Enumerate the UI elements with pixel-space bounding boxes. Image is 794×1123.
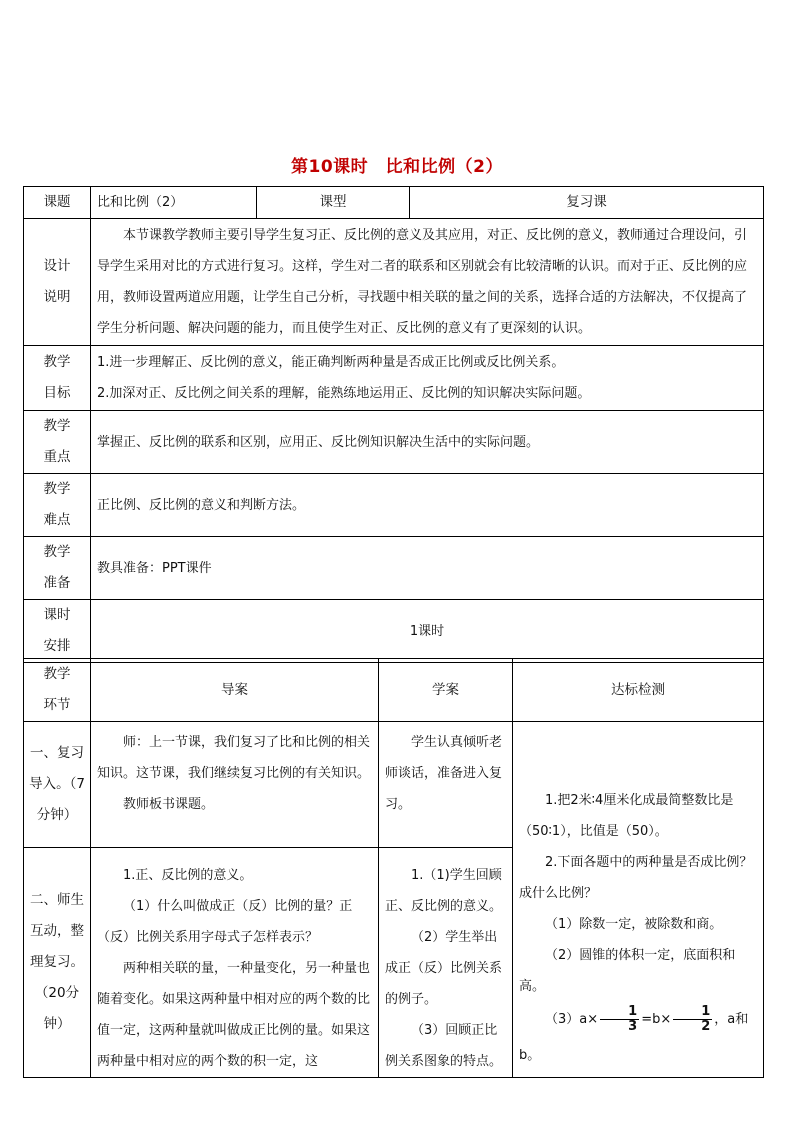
check-cell: [513, 722, 764, 1078]
stages-label: [24, 659, 91, 722]
check-q2a: （1）除数一定，被除数和商。: [545, 917, 723, 932]
stage2-study: [385, 848, 506, 1077]
difficulties-text: 正比例、反比例的意义和判断方法。: [91, 474, 764, 537]
design-label-text: 设计说明: [43, 258, 71, 305]
document-title: 第10课时 比和比例（2）: [291, 157, 503, 177]
stage1-study: [385, 722, 506, 820]
stage2-guide-p1: 1.正、反比例的意义。: [123, 868, 253, 883]
key-points-row: [24, 411, 764, 474]
stage2-guide-cell: [91, 848, 379, 1078]
stage1-guide-cell: [91, 722, 379, 848]
stage1-study-cell: [379, 722, 513, 848]
stages-header-row: [24, 659, 764, 722]
frac1-num: 1: [600, 1005, 639, 1020]
difficulties-label: [24, 474, 91, 537]
check-q1: 1.把2米∶4厘米化成最简整数比是（50∶1），比值是（50）。: [519, 793, 734, 839]
check-q2b: （2）圆锥的体积一定，底面积和高。: [519, 948, 736, 994]
stage2-study-p2: （2）学生举出成正（反）比例关系的例子。: [385, 930, 503, 1007]
stage2-study-p1: 1.（1)学生回顾正、反比例的意义。: [385, 868, 503, 914]
lesson-info-table: [23, 186, 764, 663]
stage1-guide-p1: 师：上一节课，我们复习了比和比例的相关知识。这节课，我们继续复习比例的有关知识。: [97, 735, 371, 781]
check-q2: 2.下面各题中的两种量是否成比例？成什么比例？: [519, 855, 753, 901]
design-text: 本节课教学教师主要引导学生复习正、反比例的意义及其应用，对正、反比例的意义，教师通过合理设问，引导学生采用对比的方式进行复习。这样，学生对二者的联系和区别就会有比较清晰的认识。而对于正、反比例的应用，教师设置两道应用题，让学生自己分析，寻找题中相关联的量之间的关系，选择合适的方法解决，不仅提高了学生分析问题、解决问题的能力，而且使学生对正、反比例的意义有了更深刻的认识。: [97, 228, 748, 336]
hours-label: [24, 600, 91, 663]
stage2-study-p3: （3）回顾正比例关系图象的特点。: [385, 1023, 503, 1069]
study-header: 学案: [379, 659, 513, 722]
hours-label-text: 课时安排: [43, 607, 71, 654]
preparation-label-text: 教学准备: [43, 544, 71, 591]
fraction-one-third: [600, 1005, 639, 1034]
stage1-guide-p2: 教师板书课题。: [123, 797, 215, 812]
goals-row: [24, 346, 764, 411]
design-row: [24, 219, 764, 346]
hours-row: [24, 600, 764, 663]
stage1-guide: [97, 722, 372, 820]
q2c-mid: =b×: [641, 1012, 672, 1027]
topic-label: 课题: [24, 187, 91, 219]
key-points-label-text: 教学重点: [43, 418, 71, 465]
goals-label-text: 教学目标: [43, 354, 71, 401]
key-points-text: 掌握正、反比例的联系和区别，应用正、反比例知识解决生活中的实际问题。: [91, 411, 764, 474]
type-label: 课型: [257, 187, 410, 219]
type-value: 复习课: [410, 187, 764, 219]
stage2-label-text: 二、师生互动，整理复习。（20分钟）: [30, 892, 84, 1032]
goal-item-2: 2.加深对正、反比例之间关系的理解，能熟练地运用正、反比例的知识解决实际问题。: [97, 386, 591, 401]
stage2-label: [24, 848, 91, 1078]
topic-value: 比和比例（2）: [91, 187, 257, 219]
preparation-label: [24, 537, 91, 600]
stage1-label: [24, 722, 91, 848]
frac2-den: 2: [701, 1019, 711, 1034]
frac2-num: 1: [673, 1005, 712, 1020]
fraction-one-half: [673, 1005, 712, 1034]
goals-cell: [91, 346, 764, 411]
stages-label-text: 教学环节: [43, 666, 71, 713]
stage1-study-p1: 学生认真倾听老师谈话，准备进入复习。: [385, 735, 503, 812]
design-label: [24, 219, 91, 346]
preparation-row: [24, 537, 764, 600]
topic-row: [24, 187, 764, 219]
goal-item-1: 1.进一步理解正、反比例的意义，能正确判断两种量是否成正比例或反比例关系。: [97, 355, 565, 370]
design-text-cell: [91, 219, 764, 346]
stage2-guide: [97, 848, 372, 1077]
guide-header: 导案: [91, 659, 379, 722]
stage1-label-text: 一、复习导入。（7分钟）: [29, 745, 85, 823]
difficulties-label-text: 教学难点: [43, 481, 71, 528]
check-content: [519, 785, 757, 1074]
stage2-study-cell: [379, 848, 513, 1078]
stage2-guide-p3: 两种相关联的量，一种量变化，另一种量也随着变化。如果这两种量中相对应的两个数的比值一定，这两种量就叫做成正比例的量。如果这两种量中相对应的两个数的积一定，这: [97, 961, 371, 1069]
goals-label: [24, 346, 91, 411]
hours-text: 1课时: [91, 600, 764, 663]
check-q2c: [519, 1002, 757, 1074]
q2c-prefix: （3）a×: [545, 1012, 599, 1027]
stages-table: [23, 658, 764, 1078]
key-points-label: [24, 411, 91, 474]
stage1-row: [24, 722, 764, 848]
difficulties-row: [24, 474, 764, 537]
q2c-suffix: ，a和b。: [519, 1012, 749, 1063]
frac1-den: 3: [628, 1019, 638, 1034]
check-header: 达标检测: [513, 659, 764, 722]
stage2-guide-p2: （1）什么叫做成正（反）比例的量？正（反）比例关系用字母式子怎样表示？: [97, 899, 353, 945]
preparation-text: 教具准备：PPT课件: [91, 537, 764, 600]
